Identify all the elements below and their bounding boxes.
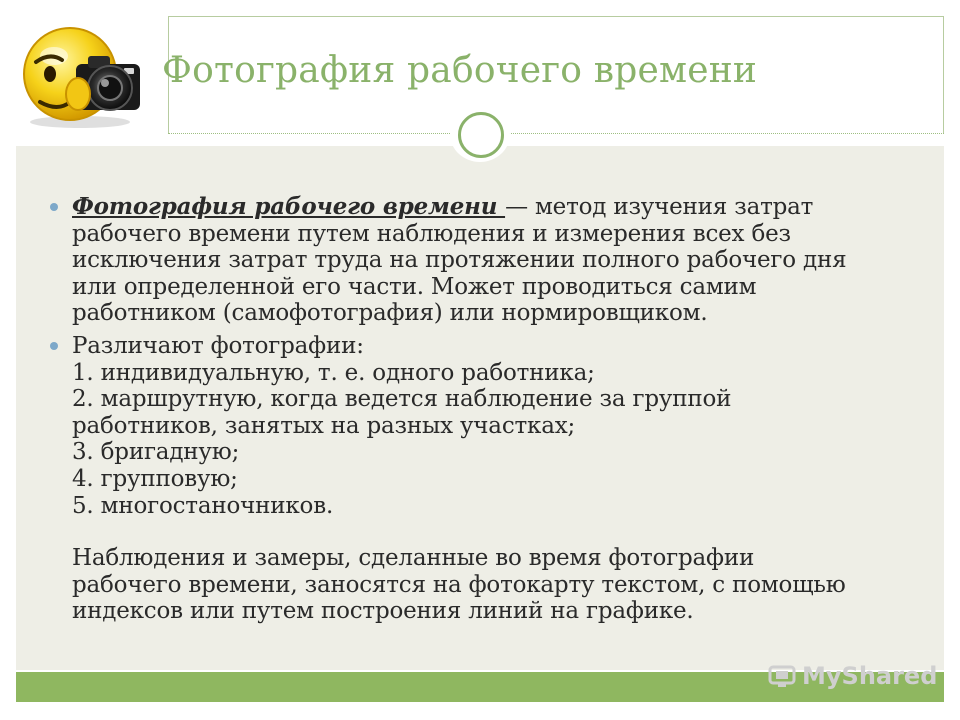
types-item: 1. индивидуальную, т. е. одного работника;: [72, 359, 595, 386]
definition-line: исключения затрат труда на протяжении полного рабочего дня: [72, 247, 847, 274]
observations-line: Наблюдения и замеры, сделанные во время фотографии: [72, 545, 755, 572]
bullet-dot-icon: [50, 342, 58, 350]
types-item: 5. многостаночников.: [72, 492, 334, 519]
camera-emoji-icon: [18, 22, 158, 130]
definition-line: или определенной его части. Может проводиться самим: [72, 273, 757, 300]
definition-line-1: [72, 194, 926, 221]
watermark: [768, 660, 937, 692]
types-heading: Различают фотографии:: [72, 332, 364, 359]
observations-line: индексов или путем построения линий на графике.: [72, 598, 694, 625]
watermark-text: MyShared: [802, 662, 938, 690]
bullet-definition: [46, 194, 926, 327]
myshared-logo-icon: [768, 663, 796, 689]
body-text: [46, 194, 926, 631]
slide-title: Фотография рабочего времени: [162, 50, 758, 91]
observations-line: рабочего времени, заносятся на фотокарту текстом, с помощью: [72, 571, 846, 598]
bullet-dot-icon: [50, 203, 58, 211]
ring-icon: [458, 112, 504, 158]
types-item: 4. групповую;: [72, 465, 238, 492]
definition-text: — метод изучения затрат: [505, 194, 814, 220]
header-divider: [168, 133, 944, 134]
types-item: 3. бригадную;: [72, 439, 240, 466]
types-item: 2. маршрутную, когда ведется наблюдение за группой: [72, 386, 732, 413]
definition-line: рабочего времени путем наблюдения и измерения всех без: [72, 220, 791, 247]
definition-line: работником (самофотография) или нормировщиком.: [72, 300, 708, 327]
definition-term: Фотография рабочего времени: [72, 193, 506, 220]
bullet-types: [46, 333, 926, 625]
types-item: работников, занятых на разных участках;: [72, 412, 576, 439]
paragraph-gap: [72, 519, 926, 545]
